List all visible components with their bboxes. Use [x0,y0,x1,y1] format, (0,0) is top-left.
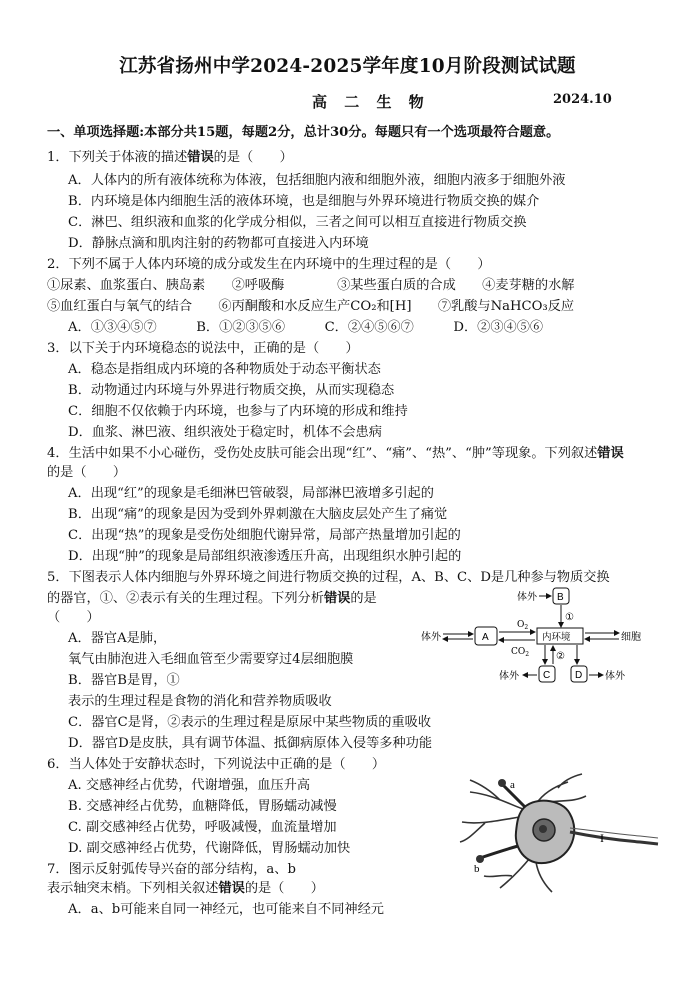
text-segment: 的是（ ） [244,881,324,896]
text-line-q4 [47,445,624,463]
text-line-q5d: D．器官D是皮肤，具有调节体温、抵御病原体入侵等多种功能 [68,736,433,751]
text-segment: 4．生活中如果不小心碰伤，受伤处皮肤可能会出现“红”、“痛”、“热”、“肿”等现象。下列叙述 [47,446,598,461]
text-line-q6a: A. 交感神经占优势，代谢增强，血压升高 [68,778,311,793]
outside-left-label: 体外 [421,632,441,643]
text-line-q1d: D．静脉点滴和肌肉注射的药物都可直接进入内环境 [68,236,369,251]
label-I: I [600,831,604,845]
organ-b-label: B [557,592,564,603]
text-segment: 的器官，①、②表示有关的生理过程。下列分析 [47,591,324,606]
text-line-q5bb: B．器官B是胃，① [68,673,180,688]
text-line-q5b [47,590,377,608]
label-a: a [510,779,515,791]
text-line-q7a: A．a、b可能来自同一神经元，也可能来自不同神经元 [68,902,384,917]
text-line-q7b [47,880,324,898]
text-line-q3b: B．动物通过内环境与外界进行物质交换，从而实现稳态 [68,383,395,398]
outside-bl-label: 体外 [499,671,519,682]
exam-date: 2024.10 [553,92,612,107]
o2-label: $O_2$ [517,620,529,631]
text-line-q4bb: B．出现“痛”的现象是因为受到外界刺激在大脑皮层处产生了痛觉 [68,507,448,522]
text-line-q1b: B．内环境是体内细胞生活的液体环境，也是细胞与外界环境进行物质交换的媒介 [68,194,540,209]
process-1-label: ① [565,612,574,623]
outside-top-label: 体外 [517,592,537,603]
emphasis-text: 错误 [323,591,351,606]
text-line-q6b: B. 交感神经占优势，血糖降低，胃肠蠕动减慢 [68,799,337,814]
exchange-diagram [415,584,650,689]
text-segment: 的是 [350,591,377,606]
text-line-q7: 7．图示反射弧传导兴奋的部分结构，a、b [47,862,296,877]
section-heading: 一、单项选择题:本部分共15题，每题2分，总计30分。每题只有一个选项最符合题意。 [47,125,560,140]
text-line-q2i2: ⑤血红蛋白与氧气的结合 ⑥丙酮酸和水反应生产CO₂和[H] ⑦乳酸与NaHCO₃反应 [47,299,575,314]
emphasis-text: 错误 [597,446,624,461]
text-line-q4b: 的是（ ） [47,465,127,480]
organ-d-label: D [575,670,583,681]
internal-env-label: 内环境 [542,632,571,643]
text-line-q6: 6．当人体处于安静状态时，下列说法中正确的是（ ） [47,757,386,772]
text-line-q1a: A．人体内的所有液体统称为体液，包括细胞内液和细胞外液，细胞内液多于细胞外液 [68,173,566,188]
text-line-q3a: A．稳态是指组成内环境的各种物质处于动态平衡状态 [68,362,381,377]
text-segment: 表示轴突末梢。下列相关叙述 [47,881,219,896]
label-b: b [474,863,480,875]
text-line-q4c: C．出现“热”的现象是受伤处细胞代谢异常，局部产热量增加引起的 [68,528,461,543]
text-line-q5a: A．器官A是肺， [68,631,167,646]
organ-a-label: A [482,632,489,643]
cell-label: 细胞 [621,632,641,643]
text-line-q4a: A．出现“红”的现象是毛细淋巴管破裂，局部淋巴液增多引起的 [68,486,434,501]
text-segment: 的是（ ） [213,150,293,165]
organ-c-label: C [543,670,551,681]
text-segment: 1．下列关于体液的描述 [47,150,188,165]
emphasis-text: 错误 [218,881,245,896]
text-line-q1 [47,149,293,167]
text-line-q2opt: A．①③④⑤⑦ B．①②③⑤⑥ C．②④⑤⑥⑦ D．②③④⑤⑥ [68,320,544,335]
text-line-q3c: C．细胞不仅依赖于内环境，也参与了内环境的形成和维持 [68,404,408,419]
process-2-label: ② [556,651,565,662]
text-line-q5b2: 表示的生理过程是食物的消化和营养物质吸收 [68,694,332,709]
co2-label: $CO_2$ [511,647,530,658]
text-line-q6c: C. 副交感神经占优势，呼吸减慢，血流量增加 [68,820,337,835]
text-line-q4d: D．出现“肿”的现象是局部组织液渗透压升高，出现组织水肿引起的 [68,549,462,564]
text-line-q2: 2．下列不属于人体内环境的成分或发生在内环境中的生理过程的是（ ） [47,257,491,272]
exam-subject: 高 二 生 物 [312,93,430,111]
text-line-q2i1: ①尿素、血浆蛋白、胰岛素 ②呼吸酶 ③某些蛋白质的合成 ④麦芽糖的水解 [47,278,575,293]
text-line-q5c: （ ） [47,610,100,625]
emphasis-text: 错误 [187,150,214,165]
text-line-q5: 5．下图表示人体内细胞与外界环境之间进行物质交换的过程，A、B、C、D是几种参与物质交换 [47,570,610,585]
text-line-q3d: D．血浆、淋巴液、组织液处于稳定时，机体不会患病 [68,425,382,440]
outside-br-label: 体外 [605,671,625,682]
text-line-q1c: C．淋巴、组织液和血浆的化学成分相似，三者之间可以相互直接进行物质交换 [68,215,527,230]
text-line-q5a2: 氧气由肺泡进入毛细血管至少需要穿过4层细胞膜 [68,652,354,667]
exam-title: 江苏省扬州中学2024-2025学年度10月阶段测试试题 [119,56,576,77]
neuron-figure [440,770,660,900]
text-line-q6d: D. 副交感神经占优势，代谢降低，胃肠蠕动加快 [68,841,351,856]
text-line-q3: 3．以下关于内环境稳态的说法中，正确的是（ ） [47,341,359,356]
text-line-q5cc: C．器官C是肾，②表示的生理过程是原尿中某些物质的重吸收 [68,715,432,730]
